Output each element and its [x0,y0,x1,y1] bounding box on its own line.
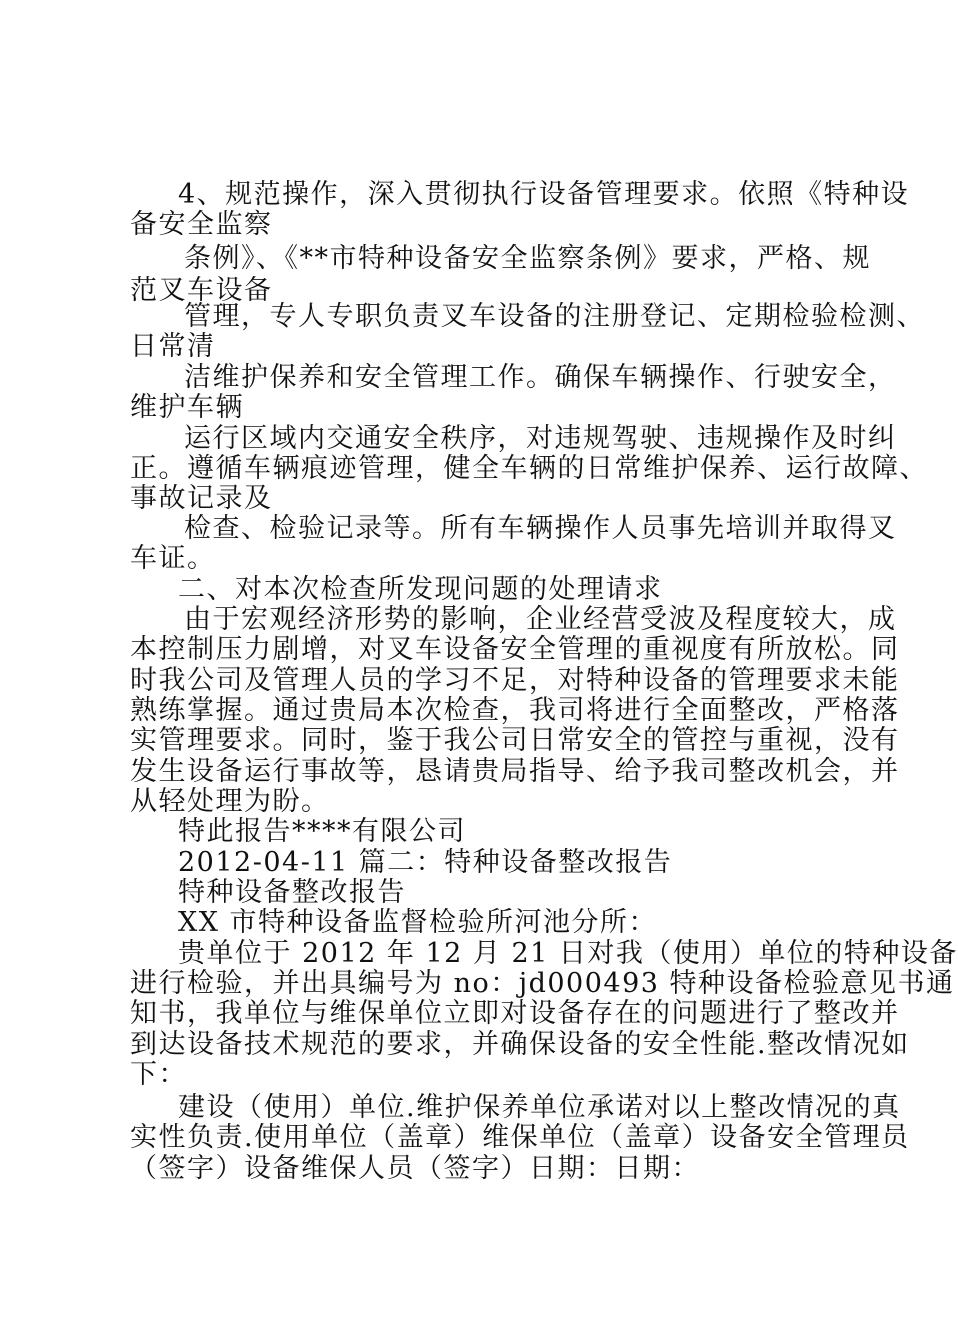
body-line: 熟练掌握。通过贵局本次检查，我司将进行全面整改，严格落 [130,695,900,726]
body-line: 本控制压力剧增，对叉车设备安全管理的重视度有所放松。同 [130,634,900,665]
body-line: 建设（使用）单位.维护保养单位承诺对以上整改情况的真 [178,1092,901,1123]
body-line: 运行区域内交通安全秩序，对违规驾驶、违规操作及时纠 [184,423,897,454]
body-line: 管理，专人专职负责叉车设备的注册登记、定期检验检测、 [184,301,925,332]
body-line: 检查、检验记录等。所有车辆操作人员事先培训并取得叉 [184,513,897,544]
body-line: 到达设备技术规范的要求，并确保设备的安全性能.整改情况如 [130,1029,910,1060]
body-line: 从轻处理为盼。 [130,786,330,817]
body-line: 日常清 [130,331,216,362]
body-line: 时我公司及管理人员的学习不足，对特种设备的管理要求未能 [130,665,900,696]
body-line: 知书，我单位与维保单位立即对设备存在的问题进行了整改并 [130,998,900,1029]
section-heading: 二、对本次检查所发现问题的处理请求 [178,574,663,605]
body-line: 下： [130,1059,187,1090]
body-line: 维护车辆 [130,392,244,423]
body-line: 4、规范操作，深入贯彻执行设备管理要求。依照《特种设 [178,179,910,210]
signature-line: （签字）设备维保人员（签字）日期：日期： [130,1153,700,1184]
body-line: 条例》、《**市特种设备安全监察条例》要求，严格、规 [184,243,871,274]
body-line: 由于宏观经济形势的影响，企业经营受波及程度较大，成 [184,604,897,635]
body-line: 车证。 [130,543,216,574]
body-line: 进行检验，并出具编号为 no：jd000493 特种设备检验意见书通 [130,968,955,999]
body-line: 正。遵循车辆痕迹管理，健全车辆的日常维护保养、运行故障、 [130,453,928,484]
doc-title: 特种设备整改报告 [178,877,406,908]
body-line: 实管理要求。同时，鉴于我公司日常安全的管控与重视，没有 [130,725,900,756]
body-line: 备安全监察 [130,209,273,240]
body-line: 特此报告****有限公司 [178,816,466,847]
body-line: 贵单位于 2012 年 12 月 21 日对我（使用）单位的特种设备 [178,938,958,969]
addressee: XX 市特种设备监督检验所河池分所： [178,907,658,938]
body-line: 2012-04-11 篇二：特种设备整改报告 [178,847,673,878]
body-line: 范叉车设备 [130,275,273,306]
body-line: 洁维护保养和安全管理工作。确保车辆操作、行驶安全， [184,362,897,393]
body-line: 发生设备运行事故等，恳请贵局指导、给予我司整改机会，并 [130,756,900,787]
body-line: 实性负责.使用单位（盖章）维保单位（盖章）设备安全管理员 [130,1122,910,1153]
body-line: 事故记录及 [130,483,273,514]
